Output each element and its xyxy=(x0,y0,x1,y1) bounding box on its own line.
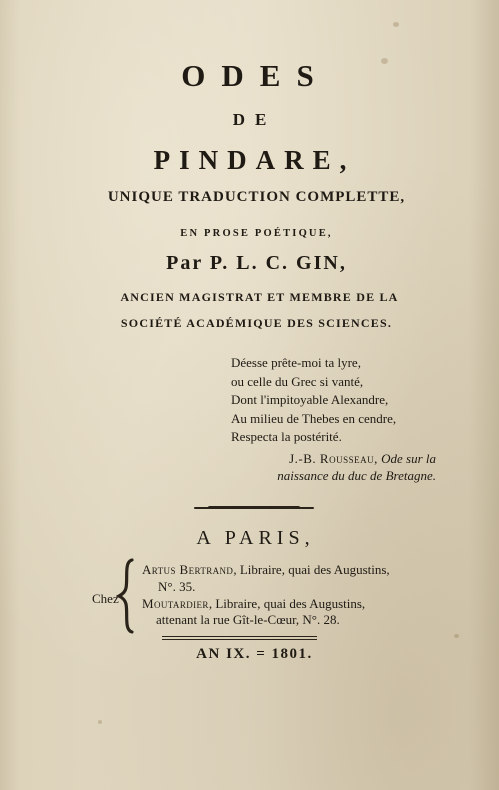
publisher-2-line2: attenant la rue Gît-le-Cœur, N°. 28. xyxy=(156,612,340,627)
divider-rule-upper xyxy=(162,636,317,637)
epigraph-line: Dont l'impitoyable Alexandre, xyxy=(231,392,389,407)
epigraph-line: ou celle du Grec si vanté, xyxy=(231,373,364,389)
foxing-spot xyxy=(98,720,102,724)
foxing-spot xyxy=(454,634,459,638)
ornamental-rule xyxy=(208,506,300,509)
publisher-1-address: , Libraire, quai des Augustins, xyxy=(233,562,390,577)
divider-rule-lower xyxy=(162,639,317,640)
publisher-2-line1 xyxy=(142,596,365,612)
publisher-1-name: Artus Bertrand xyxy=(142,562,234,577)
curly-brace-icon xyxy=(116,558,136,634)
epigraph-attribution-work: Ode sur la xyxy=(381,451,436,466)
title-odes: ODES xyxy=(181,58,330,93)
subtitle-prose: EN PROSE POÉTIQUE, xyxy=(180,228,333,239)
imprint-date: AN IX. = 1801. xyxy=(196,646,313,662)
epigraph-attribution xyxy=(231,450,436,484)
publisher-1-line2: N°. 35. xyxy=(158,579,196,594)
epigraph-line: Déesse prête-moi ta lyre, xyxy=(231,355,361,370)
publisher-2-name: Moutardier xyxy=(142,596,209,611)
epigraph xyxy=(231,354,431,447)
author-credential-line1: ANCIEN MAGISTRAT ET MEMBRE DE LA xyxy=(120,290,399,304)
author-name: Par P. L. C. GIN, xyxy=(166,252,347,274)
epigraph-line: Au milieu de Thebes en cendre, xyxy=(231,410,397,426)
publisher-1-line1 xyxy=(142,562,390,578)
epigraph-attribution-author: J.-B. Rousseau, xyxy=(289,451,378,466)
imprint-chez: Chez xyxy=(92,591,119,606)
imprint-place: A PARIS, xyxy=(196,527,315,549)
title-pindare: PINDARE, xyxy=(153,145,356,175)
publisher-2-address: , Libraire, quai des Augustins, xyxy=(208,596,366,611)
epigraph-line: Respecta la postérité. xyxy=(231,429,342,444)
title-de: DE xyxy=(232,110,277,129)
epigraph-attribution-work-cont: naissance du duc de Bretagne. xyxy=(277,468,436,483)
author-credential-line2: SOCIÉTÉ ACADÉMIQUE DES SCIENCES. xyxy=(120,316,393,330)
foxing-spot xyxy=(393,22,399,27)
subtitle-translation: UNIQUE TRADUCTION COMPLETTE, xyxy=(107,189,406,205)
